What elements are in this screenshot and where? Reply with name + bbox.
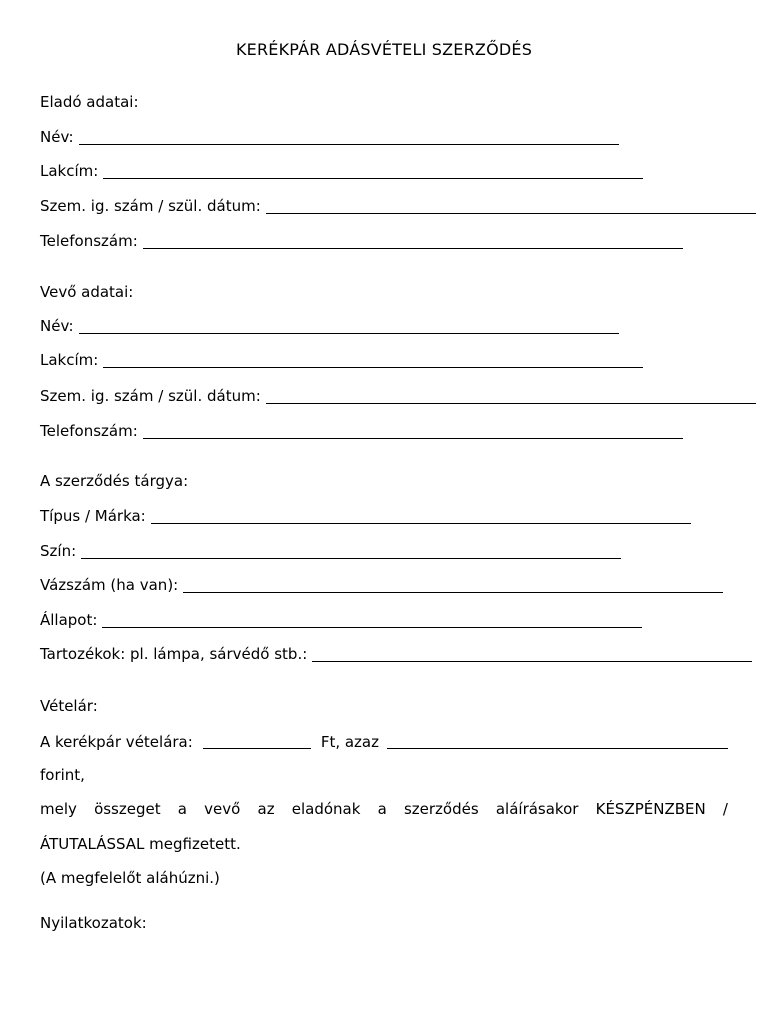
payment-word: KÉSZPÉNZBEN [595,800,706,818]
buyer-id-label: Szem. ig. szám / szül. dátum: [40,387,261,405]
payment-word: a [377,800,387,818]
payment-word: szerződés [403,800,479,818]
price-heading: Vételár: [40,697,98,715]
buyer-phone-label: Telefonszám: [40,422,138,440]
price-in-words-blank[interactable] [387,734,728,749]
payment-word: vevő [204,800,241,818]
payment-sentence-line-2: ÁTUTALÁSSAL megfizetett. [40,835,241,853]
buyer-heading: Vevő adatai: [40,283,134,301]
payment-word: összeget [94,800,161,818]
frame-number-label: Vázszám (ha van): [40,576,179,594]
seller-id-blank[interactable] [266,199,756,214]
payment-word: aláírásakor [495,800,579,818]
bike-color-blank[interactable] [81,544,621,559]
seller-name-row [40,127,619,147]
bike-type-label: Típus / Márka: [40,507,146,525]
payment-word: a [177,800,187,818]
buyer-address-row [40,350,643,370]
payment-word: eladónak [291,800,361,818]
seller-id-label: Szem. ig. szám / szül. dátum: [40,197,261,215]
seller-phone-blank[interactable] [143,234,683,249]
underline-note: (A megfelelőt aláhúzni.) [40,869,220,887]
accessories-row [40,644,752,664]
seller-heading: Eladó adatai: [40,93,139,111]
seller-address-blank[interactable] [103,164,643,179]
buyer-phone-blank[interactable] [143,424,683,439]
subject-heading: A szerződés tárgya: [40,472,189,490]
buyer-phone-row [40,421,683,441]
payment-word: / [722,800,728,818]
price-sentence-start: A kerékpár vételára: [40,733,193,751]
buyer-id-row [40,386,756,406]
buyer-name-label: Név: [40,317,74,335]
seller-phone-label: Telefonszám: [40,232,138,250]
price-currency-text: Ft, azaz [320,733,379,751]
condition-row [40,610,642,630]
bike-type-blank[interactable] [151,509,691,524]
accessories-label: Tartozékok: pl. lámpa, sárvédő stb.: [40,645,308,663]
buyer-name-row [40,316,619,336]
condition-label: Állapot: [40,611,98,629]
seller-id-row [40,196,756,216]
forint-text: forint, [40,766,85,784]
buyer-id-blank[interactable] [266,389,756,404]
accessories-blank[interactable] [312,647,752,662]
frame-number-row [40,575,723,595]
declarations-heading: Nyilatkozatok: [40,914,147,932]
seller-name-label: Név: [40,128,74,146]
bike-color-label: Szín: [40,542,77,560]
bike-type-row [40,506,691,526]
buyer-name-blank[interactable] [79,319,619,334]
buyer-address-blank[interactable] [103,353,643,368]
document-title: KERÉKPÁR ADÁSVÉTELI SZERZŐDÉS [235,40,533,59]
payment-sentence-line [40,799,728,819]
seller-phone-row [40,231,683,251]
seller-address-label: Lakcím: [40,162,99,180]
payment-word: az [257,800,275,818]
bike-color-row [40,541,621,561]
price-amount-blank[interactable] [203,734,311,749]
price-sentence-row [40,731,728,751]
seller-name-blank[interactable] [79,130,619,145]
condition-blank[interactable] [102,613,642,628]
buyer-address-label: Lakcím: [40,351,99,369]
seller-address-row [40,161,643,181]
frame-number-blank[interactable] [183,578,723,593]
payment-word: mely [40,800,77,818]
